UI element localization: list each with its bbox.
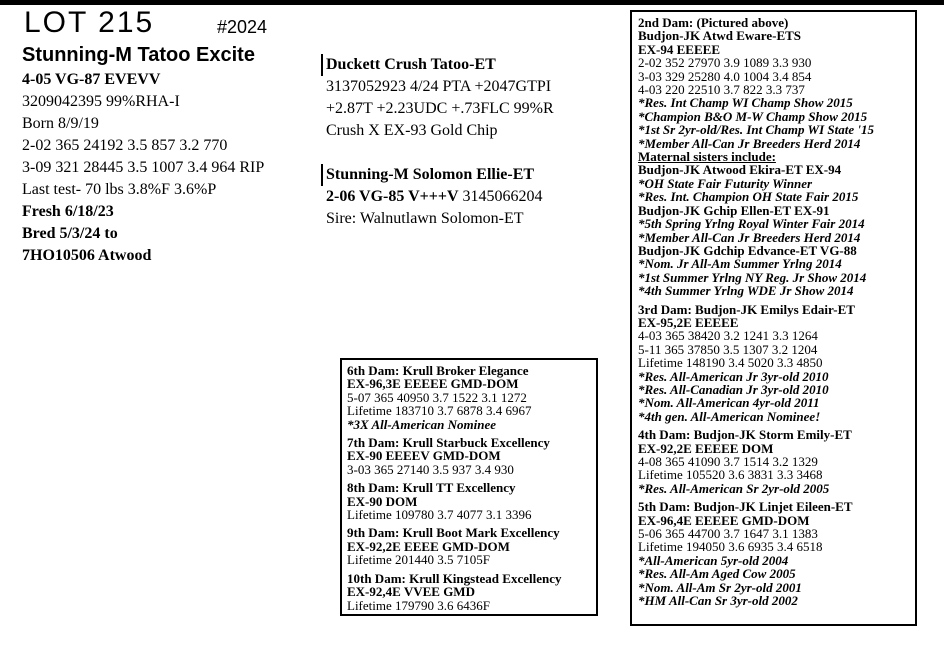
deep-pedigree-line: Lifetime 179790 3.6 6436F bbox=[347, 597, 490, 613]
dam-sire: Sire: Walnutlawn Solomon-ET bbox=[326, 210, 524, 227]
sire-line-3: Crush X EX-93 Gold Chip bbox=[326, 122, 498, 139]
dam-classification: 2-06 VG-85 V+++V bbox=[326, 188, 459, 205]
maternal-pedigree-line: *Member All-Can Jr Breeders Herd 2014 bbox=[638, 229, 861, 245]
maternal-pedigree-line: 5th Dam: Budjon-JK Linjet Eileen-ET bbox=[638, 499, 853, 515]
maternal-pedigree-box bbox=[630, 10, 917, 626]
maternal-pedigree-line: *4th gen. All-American Nominee! bbox=[638, 408, 821, 424]
maternal-pedigree-line: *Res. All-Am Aged Cow 2005 bbox=[638, 566, 796, 582]
maternal-pedigree-line: *Member All-Can Jr Breeders Herd 2014 bbox=[638, 135, 861, 151]
maternal-pedigree-line: *Nom. All-American 4yr-old 2011 bbox=[638, 395, 820, 411]
maternal-pedigree-line: *Res. All-American Jr 3yr-old 2010 bbox=[638, 368, 829, 384]
maternal-pedigree-line: EX-95,2E EEEEE bbox=[638, 314, 739, 330]
deep-pedigree-box bbox=[340, 358, 598, 616]
deep-pedigree-line: EX-92,2E EEEE GMD-DOM bbox=[347, 538, 510, 554]
maternal-pedigree-line: Lifetime 105520 3.6 3831 3.3 3468 bbox=[638, 467, 823, 483]
maternal-pedigree-line: 2nd Dam: (Pictured above) bbox=[638, 15, 789, 30]
maternal-pedigree-line: 3rd Dam: Budjon-JK Emilys Edair-ET bbox=[638, 301, 855, 317]
maternal-pedigree-line: 5-06 365 44700 3.7 1647 3.1 1383 bbox=[638, 526, 818, 542]
maternal-pedigree-line: *1st Sr 2yr-old/Res. Int Champ WI State '15 bbox=[638, 122, 874, 138]
maternal-pedigree-line: *1st Summer Yrlng NY Reg. Jr Show 2014 bbox=[638, 269, 867, 285]
deep-pedigree-line: 7th Dam: Krull Starbuck Excellency bbox=[347, 435, 550, 451]
maternal-pedigree-line: *All-American 5yr-old 2004 bbox=[638, 552, 789, 568]
lot-title: LOT 215 bbox=[24, 6, 155, 39]
cow-info bbox=[22, 69, 264, 267]
dam-line-1 bbox=[326, 186, 543, 208]
maternal-pedigree-line: *OH State Fair Futurity Winner bbox=[638, 175, 813, 191]
maternal-pedigree-line: Budjon-JK Atwd Eware-ETS bbox=[638, 28, 802, 44]
maternal-pedigree-line: *Res. Int. Champion OH State Fair 2015 bbox=[638, 189, 859, 205]
lot-number: #2024 bbox=[217, 17, 268, 37]
deep-pedigree-line: 6th Dam: Krull Broker Elegance bbox=[347, 363, 529, 378]
sire-line-2: +2.87T +2.23UDC +.73FLC 99%R bbox=[326, 100, 554, 117]
maternal-pedigree-line: 4-03 365 38420 3.2 1241 3.3 1264 bbox=[638, 328, 818, 344]
cow-classification: 4-05 VG-87 EVEVV bbox=[22, 71, 161, 88]
maternal-pedigree-line: Lifetime 148190 3.4 5020 3.3 4850 bbox=[638, 355, 823, 371]
deep-pedigree-line: Lifetime 201440 3.5 7105F bbox=[347, 552, 490, 568]
maternal-pedigree-line: EX-94 EEEEE bbox=[638, 41, 720, 57]
deep-pedigree-line: *3X All-American Nominee bbox=[347, 416, 497, 432]
maternal-pedigree-line: *Res. All-Canadian Jr 3yr-old 2010 bbox=[638, 381, 829, 397]
deep-pedigree-line: 8th Dam: Krull TT Excellency bbox=[347, 480, 516, 496]
deep-pedigree-line: 10th Dam: Krull Kingstead Excellency bbox=[347, 570, 562, 586]
maternal-pedigree-line: 3-03 329 25280 4.0 1004 3.4 854 bbox=[638, 68, 812, 84]
maternal-pedigree-line: Budjon-JK Gchip Ellen-ET EX-91 bbox=[638, 202, 830, 218]
sire-divider bbox=[321, 54, 323, 76]
sire-name: Duckett Crush Tatoo-ET bbox=[326, 56, 496, 73]
maternal-pedigree-line: 4-08 365 41090 3.7 1514 3.2 1329 bbox=[638, 454, 818, 469]
deep-pedigree-line: EX-90 EEEEV GMD-DOM bbox=[347, 448, 501, 464]
cow-last-test: Last test- 70 lbs 3.8%F 3.6%P bbox=[22, 181, 217, 198]
maternal-pedigree-line: 4-03 220 22510 3.7 822 3.3 737 bbox=[638, 82, 805, 98]
deep-pedigree-line: 5-07 365 40950 3.7 1522 3.1 1272 bbox=[347, 389, 527, 405]
maternal-pedigree-line: *Nom. All-Am Sr 2yr-old 2001 bbox=[638, 579, 802, 595]
maternal-pedigree-line: EX-92,2E EEEEE DOM bbox=[638, 440, 774, 456]
maternal-pedigree-line: Maternal sisters include: bbox=[638, 149, 776, 165]
cow-record-2: 3-09 321 28445 3.5 1007 3.4 964 RIP bbox=[22, 159, 265, 176]
deep-pedigree-line: 9th Dam: Krull Boot Mark Excellency bbox=[347, 525, 560, 541]
maternal-pedigree-line: 5-11 365 37850 3.5 1307 3.2 1204 bbox=[638, 341, 818, 357]
dam-name: Stunning-M Solomon Ellie-ET bbox=[326, 166, 535, 183]
dam-divider bbox=[321, 164, 323, 186]
maternal-pedigree-line: 4th Dam: Budjon-JK Storm Emily-ET bbox=[638, 427, 852, 443]
sire-info bbox=[326, 54, 554, 142]
deep-pedigree-line: EX-92,4E VVEE GMD bbox=[347, 584, 475, 600]
deep-pedigree-line: EX-96,3E EEEEE GMD-DOM bbox=[347, 376, 519, 392]
deep-pedigree-line: 3-03 365 27140 3.5 937 3.4 930 bbox=[347, 461, 514, 477]
cow-registration: 3209042395 99%RHA-I bbox=[22, 93, 180, 110]
sire-line-1: 3137052923 4/24 PTA +2047GTPI bbox=[326, 78, 552, 95]
cow-fresh-date: Fresh 6/18/23 bbox=[22, 203, 114, 220]
deep-pedigree-line: EX-90 DOM bbox=[347, 493, 418, 509]
cow-bred-date: Bred 5/3/24 to bbox=[22, 225, 118, 242]
top-border bbox=[0, 0, 944, 5]
maternal-pedigree-line: *Champion B&O M-W Champ Show 2015 bbox=[638, 108, 868, 124]
maternal-pedigree-line: Lifetime 194050 3.6 6935 3.4 6518 bbox=[638, 539, 823, 555]
maternal-pedigree-line: *Nom. Jr All-Am Summer Yrlng 2014 bbox=[638, 256, 842, 272]
maternal-pedigree-line: *Res. All-American Sr 2yr-old 2005 bbox=[638, 480, 830, 496]
maternal-pedigree-line: 2-02 352 27970 3.9 1089 3.3 930 bbox=[638, 55, 812, 71]
cow-name: Stunning-M Tatoo Excite bbox=[22, 44, 255, 66]
dam-info bbox=[326, 164, 543, 230]
maternal-pedigree-line: *HM All-Can Sr 3yr-old 2002 bbox=[638, 593, 798, 609]
cow-record-1: 2-02 365 24192 3.5 857 3.2 770 bbox=[22, 137, 228, 154]
maternal-pedigree-line: *5th Spring Yrlng Royal Winter Fair 2014 bbox=[638, 216, 865, 232]
maternal-pedigree-line: Budjon-JK Atwood Ekira-ET EX-94 bbox=[638, 162, 842, 178]
cow-bred-bull: 7HO10506 Atwood bbox=[22, 247, 152, 264]
maternal-pedigree-line: Budjon-JK Gdchip Edvance-ET VG-88 bbox=[638, 242, 857, 258]
dam-registration: 3145066204 bbox=[458, 188, 543, 205]
deep-pedigree-line: Lifetime 183710 3.7 6878 3.4 6967 bbox=[347, 403, 532, 419]
cow-birthdate: Born 8/9/19 bbox=[22, 115, 99, 132]
maternal-pedigree-line: *4th Summer Yrlng WDE Jr Show 2014 bbox=[638, 283, 854, 299]
deep-pedigree-line: Lifetime 109780 3.7 4077 3.1 3396 bbox=[347, 507, 532, 523]
maternal-pedigree-line: EX-96,4E EEEEE GMD-DOM bbox=[638, 512, 810, 528]
maternal-pedigree-line: *Res. Int Champ WI Champ Show 2015 bbox=[638, 95, 853, 111]
